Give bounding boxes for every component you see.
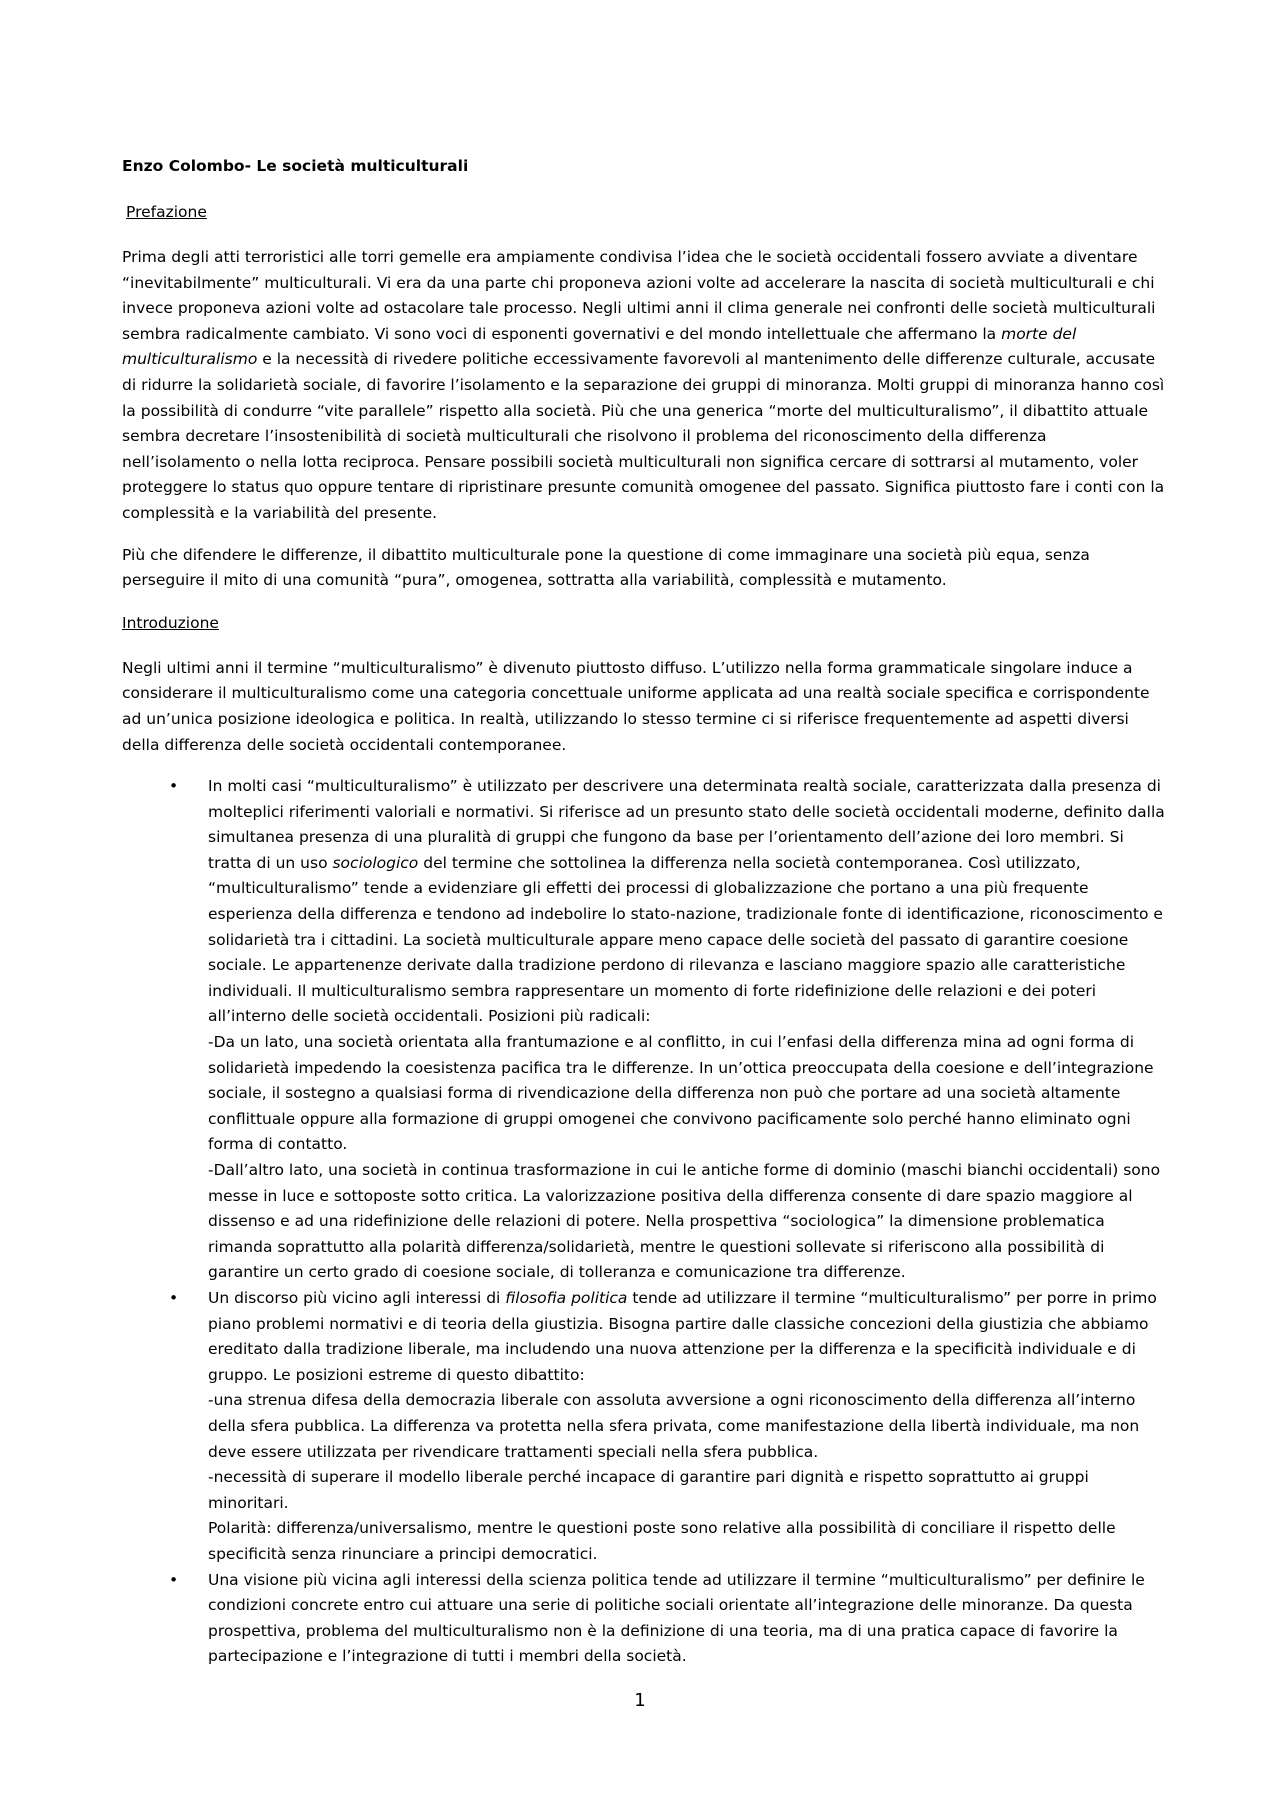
text-run: Prima degli atti terroristici alle torri gemelle era ampiamente condivisa l’idea che le società occidentali fossero avviate a diventare “inevitabilmente” multiculturali. Vi era da una parte chi proponeva azioni volte ad accelerare la nascita di società multiculturali e chi invece proponeva azioni volte ad ostacolare tale processo. Negli ultimi anni il clima generale nei confronti delle società multiculturali sembra radicalmente cambiato. Vi sono voci di esponenti governativi e del mondo intellettuale che affermano la: [122, 248, 1156, 343]
list-item-text: [208, 1286, 1168, 1388]
text-run: Un discorso più vicino agli interessi di: [208, 1288, 506, 1307]
text-run: In molti casi “multiculturalismo” è utilizzato per descrivere una determinata realtà sociale, caratterizzata dalla presenza di molteplici riferimenti valoriali e normativi. Si riferisce ad un presunto stato delle società occidentali moderne, definito dalla simultanea presenza di una pluralità di gruppi che fungono da base per l’orientamento dell’azione dei loro membri. Si tratta di un uso: [208, 777, 1165, 872]
list-item: [122, 774, 1168, 1286]
list-item: [122, 1286, 1168, 1568]
italic-run: sociologico: [332, 853, 419, 872]
text-run: e la necessità di rivedere politiche eccessivamente favorevoli al mantenimento delle differenze culturale, accusate di ridurre la solidarietà sociale, di favorire l’isolamento e la separazione dei gruppi di minoranza. Molti gruppi di minoranza hanno così la possibilità di condurre “vite parallele” rispetto alla società. Più che una generica “morte del multiculturalismo”, il dibattito attuale sembra decretare l’insostenibilità di società multiculturali che risolvono il problema del riconoscimento della differenza nell’isolamento o nella lotta reciproca. Pensare possibili società multiculturali non significa cercare di sottrarsi al mutamento, voler proteggere lo status quo oppure tentare di ripristinare presunte comunità omogenee del passato. Significa piuttosto fare i conti con la complessità e la variabilità del presente.: [122, 350, 1165, 522]
bullet-marker: •: [169, 777, 179, 796]
introduzione-paragraph-1: Negli ultimi anni il termine “multiculturalismo” è divenuto piuttosto diffuso. L’utilizzo nella forma grammaticale singolare induce a considerare il multiculturalismo come una categoria concettuale uniforme applicata ad una realtà sociale specifica e corrispondente ad un’unica posizione ideologica e politica. In realtà, utilizzando lo stesso termine ci si riferisce frequentemente ad aspetti diversi della differenza delle società occidentali contemporanee.: [122, 658, 1150, 754]
bullet-marker: •: [169, 1288, 179, 1307]
document-body: [122, 153, 1168, 1670]
text-run: tende ad utilizzare il termine “multiculturalismo” per porre in primo piano problemi normativi e di teoria della giustizia. Bisogna partire dalle classiche concezioni della giustizia che abbiamo ereditato dalla tradizione liberale, ma includendo una nuova attenzione per la differenza e la specificità individuale e di gruppo. Le posizioni estreme di questo dibattito:: [208, 1288, 1157, 1384]
prefazione-paragraph-2: Più che difendere le differenze, il dibattito multiculturale pone la questione di come immaginare una società più equa, senza perseguire il mito di una comunità “pura”, omogenea, sottratta alla variabilità, complessità e mutamento.: [122, 545, 1090, 590]
list-item: [122, 1568, 1168, 1670]
bullet-marker: •: [169, 1570, 179, 1589]
list-item-subline: -necessità di superare il modello liberale perché incapace di garantire pari dignità e rispetto soprattutto ai gruppi minoritari.: [208, 1468, 1089, 1512]
prefazione-paragraph-1: [122, 245, 1168, 527]
section-heading-prefazione: Prefazione: [126, 203, 207, 221]
bullet-list: [122, 774, 1168, 1670]
list-item-subline: -Dall’altro lato, una società in continua trasformazione in cui le antiche forme di dominio (maschi bianchi occidentali) sono messe in luce e sottoposte sotto critica. La valorizzazione positiva della differenza consente di dare spazio maggiore al dissenso e ad una ridefinizione delle relazioni di potere. Nella prospettiva “sociologica” la dimensione problematica rimanda soprattutto alla polarità differenza/solidarietà, mentre le questioni sollevate si riferiscono alla possibilità di garantire un certo grado di coesione sociale, di tolleranza e comunicazione tra differenze.: [208, 1161, 1161, 1282]
list-item-subline: -una strenua difesa della democrazia liberale con assoluta avversione a ogni riconoscimento della differenza all’interno della sfera pubblica. La differenza va protetta nella sfera privata, come manifestazione della libertà individuale, ma non deve essere utilizzata per rivendicare trattamenti speciali nella sfera pubblica.: [208, 1391, 1140, 1461]
page-number: 1: [634, 1690, 646, 1711]
italic-run: morte del multiculturalismo: [122, 324, 1077, 369]
document-title: Enzo Colombo- Le società multiculturali: [122, 157, 469, 175]
section-heading-introduzione: Introduzione: [122, 613, 219, 632]
list-item-subline: -Da un lato, una società orientata alla frantumazione e al conflitto, in cui l’enfasi della differenza mina ad ogni forma di solidarietà impedendo la coesistenza pacifica tra le differenze. In un’ottica preoccupata della coesione e dell’integrazione sociale, il sostegno a qualsiasi forma di rivendicazione della differenza non può che portare ad una società altamente conflittuale oppure alla formazione di gruppi omogenei che convivono pacificamente solo perché hanno eliminato ogni forma di contatto.: [208, 1033, 1154, 1154]
text-run: del termine che sottolinea la differenza nella società contemporanea. Così utilizzato, “multiculturalismo” tende a evidenziare gli effetti dei processi di globalizzazione che portano a una più frequente esperienza della differenza e tendono ad indebolire lo stato-nazione, tradizionale fonte di identificazione, riconoscimento e solidarietà tra i cittadini. La società multiculturale appare meno capace delle società del passato di garantire coesione sociale. Le appartenenze derivate dalla tradizione perdono di rilevanza e lasciano maggiore spazio alle caratteristiche individuali. Il multiculturalismo sembra rappresentare un momento di forte ridefinizione delle relazioni e dei poteri all’interno delle società occidentali. Posizioni più radicali:: [208, 853, 1163, 1026]
list-item-text: Una visione più vicina agli interessi della scienza politica tende ad utilizzare il termine “multiculturalismo” per definire le condizioni concrete entro cui attuare una serie di politiche sociali orientate all’integrazione delle minoranze. Da questa prospettiva, problema del multiculturalismo non è la definizione di una teoria, ma di una pratica capace di favorire la partecipazione e l’integrazione di tutti i membri della società.: [208, 1570, 1145, 1666]
list-item-text: [208, 774, 1168, 1030]
list-item-subline: Polarità: differenza/universalismo, mentre le questioni poste sono relative alla possibilità di conciliare il rispetto delle specificità senza rinunciare a principi democratici.: [208, 1519, 1116, 1563]
italic-run: filosofia politica: [505, 1288, 628, 1307]
